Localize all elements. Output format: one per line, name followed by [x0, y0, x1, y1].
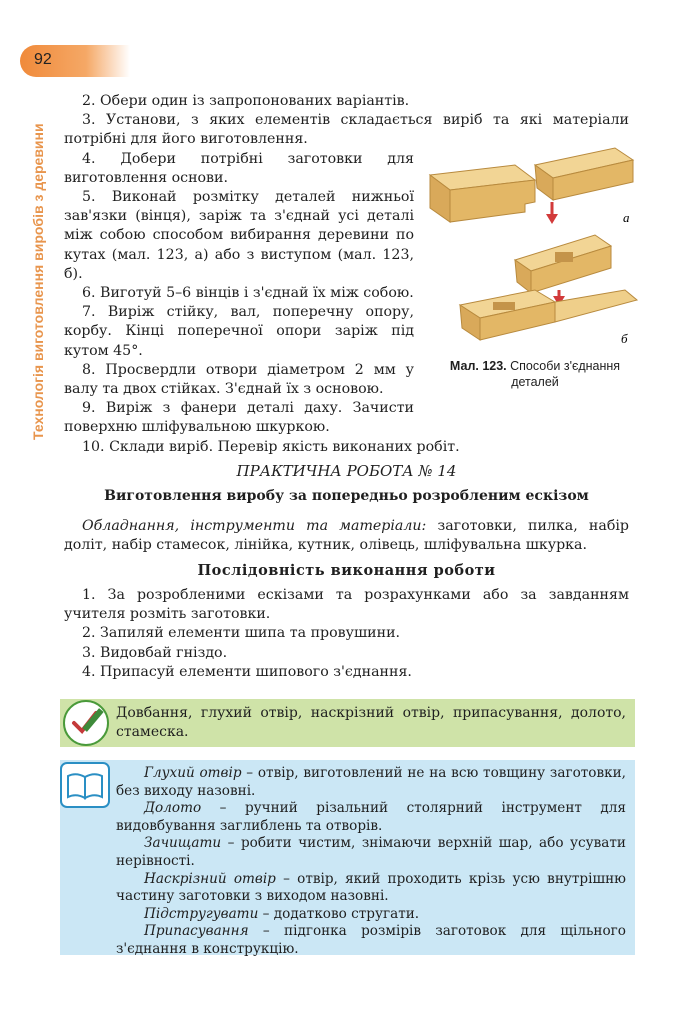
- glossary-list: [116, 765, 626, 959]
- sequence-list: [64, 586, 629, 682]
- figure-number: Мал. 123.: [449, 359, 507, 373]
- glossary-term: Припасування: [144, 923, 249, 940]
- open-book-icon: [60, 762, 110, 808]
- glossary-definition: – додатково стругати.: [258, 905, 420, 922]
- wood-joint-illustration: [425, 140, 645, 350]
- practical-work-title: ПРАКТИЧНА РОБОТА № 14: [236, 462, 457, 480]
- step-item: 7. Виріж стійку, вал, поперечну опору, корбу. Кінці поперечної опори заріж під кутом 45°.: [64, 304, 414, 359]
- sequence-title: Послідовність виконання роботи: [197, 562, 496, 579]
- glossary-item: [116, 800, 626, 835]
- glossary-definition: – отвір, який проходить крізь усю внутрішню частину заготовки з виходом назовні.: [116, 870, 626, 905]
- joint-a-drawing: [430, 148, 633, 224]
- glossary-definition: – робити чистим, знімаючи верхній шар, або усувати нерівності.: [116, 835, 626, 869]
- glossary-item: [116, 835, 626, 870]
- figure-caption-text: Способи з'єднання деталей: [510, 359, 621, 389]
- figure-label-a: а: [623, 210, 630, 225]
- equipment-list: заготовки, пилка, набір долiт, набір стамесок, лінійка, кутник, олівець, шліфувальна шкурка.: [64, 518, 629, 554]
- glossary-term: Підстругувати: [144, 905, 259, 922]
- glossary-term: Наскрізний отвір: [144, 870, 276, 887]
- step-item: 3. Установи, з яких елементів складається виріб та які матеріали потрібні для його виготовлення.: [64, 112, 629, 148]
- figure-caption: [435, 358, 635, 390]
- glossary-term: Долото: [144, 800, 202, 817]
- glossary-item: [116, 765, 626, 800]
- page-number-tab: [20, 45, 130, 77]
- glossary-item: [116, 906, 626, 924]
- step-item: 4. Добери потрібні заготовки для виготовлення основи.: [64, 150, 414, 186]
- sequence-item: 1. За розробленими ескізами та розрахунками або за завданням учителя розміть заготовки.: [64, 587, 629, 623]
- keywords-text: Довбання, глухий отвір, наскрізний отвір, припасування, долото, стамеска.: [116, 705, 626, 740]
- glossary-definition: – підгонка розмірів заготовок для щільного з'єднання в конструкцію.: [116, 923, 626, 957]
- step-item: 2. Обери один із запропонованих варіантів.: [82, 93, 410, 109]
- joint-b-drawing: [460, 235, 637, 340]
- sequence-item: 4. Припасуй елементи шипового з'єднання.: [82, 663, 412, 680]
- glossary-definition: – отвір, виготовлений не на всю товщину заготовки, без виходу назовні.: [116, 765, 626, 799]
- sequence-item: 2. Запиляй елементи шипа та провушини.: [82, 625, 401, 642]
- glossary-term: Глухий отвір: [144, 765, 242, 781]
- practical-work-subtitle: Виготовлення виробу за попередньо розробленим ескізом: [104, 488, 589, 504]
- figure-label-b: б: [621, 331, 628, 346]
- pencil-check-icon: [60, 697, 112, 749]
- equipment-label: Обладнання, інструменти та матеріали:: [82, 518, 427, 534]
- step-item: 8. Просвердли отвори діаметром 2 мм у валу та двох стійках. З'єднай їх з основою.: [64, 361, 414, 398]
- equipment-paragraph: [64, 517, 629, 555]
- glossary-term: Зачищати: [144, 835, 222, 852]
- glossary-item: [116, 871, 626, 906]
- step-item: 10. Склади виріб. Перевір якість виконаних робіт.: [82, 438, 460, 455]
- sequence-item: 3. Видовбай гніздо.: [82, 644, 228, 661]
- step-item: 5. Виконай розмітку деталей нижньої зав'язки (вінця), заріж та з'єднай усі деталі між собою способом вибирання деревини по кутах (мал. 123, а) або з виступом (мал. 123, б).: [64, 189, 414, 282]
- glossary-item: [116, 923, 626, 958]
- step-item: 6. Виготуй 5–6 вінців і з'єднай їх між собою.: [82, 285, 414, 302]
- page-number: 92: [34, 51, 52, 68]
- chapter-side-label: Технологія виготовлення виробів з деревини: [30, 123, 46, 440]
- step-item: 9. Виріж з фанери деталі даху. Зачисти поверхню шліфувальною шкуркою.: [64, 400, 414, 436]
- glossary-definition: – ручний різальний столярний інструмент для видовбування заглиблень та отворів.: [116, 800, 626, 834]
